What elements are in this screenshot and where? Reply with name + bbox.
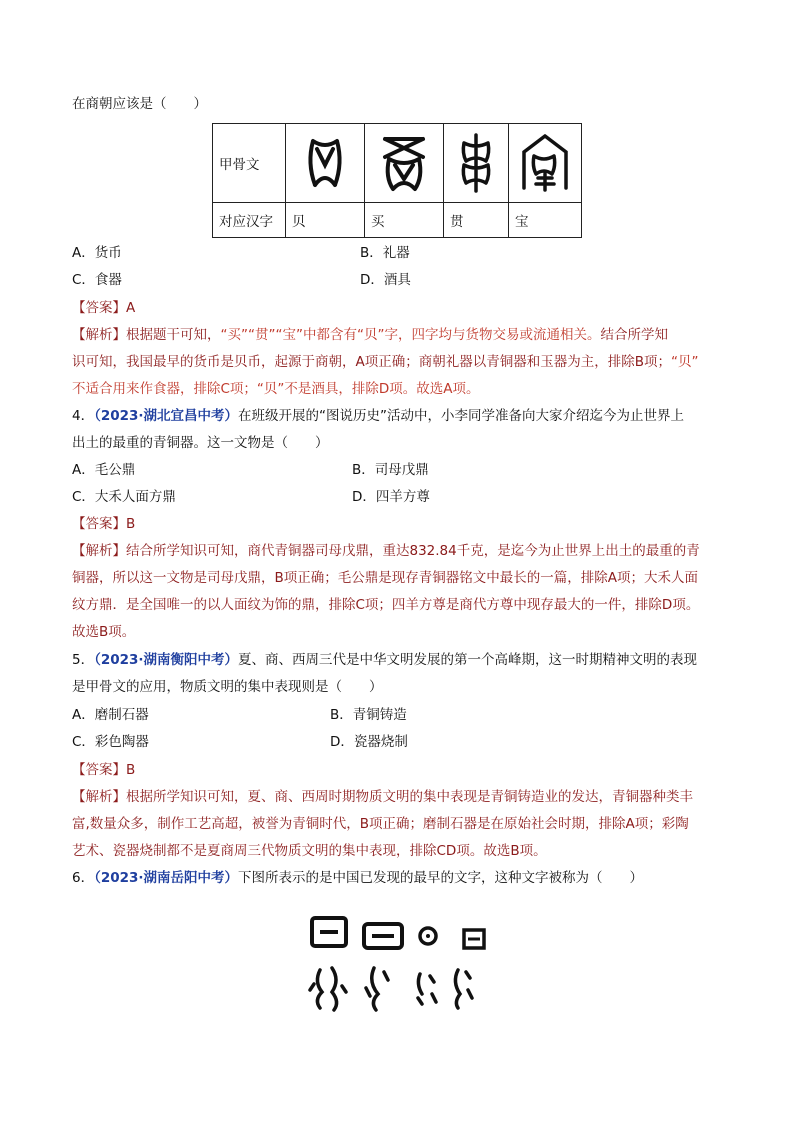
q5-stem-line-1: 5．（2023·湖南衡阳中考）夏、商、西周三代是中华文明发展的第一个高峰期，这一时期精神文明的表现 [72,652,698,668]
q3-answer: 【答案】A [72,300,136,316]
q4-option-b: B．司母戊鼎 [352,462,429,478]
q3-option-d: D．酒具 [360,272,411,288]
oracle-glyph-bei [286,124,365,203]
table-header-chinese: 对应汉字 [213,203,286,238]
q5-option-d: D．瓷器烧制 [330,734,408,750]
oracle-glyph-bao [509,124,582,203]
q5-analysis-line-1: 【解析】根据所学知识可知，夏、商、西周时期物质文明的集中表现是青铜铸造业的发达，青铜器种类丰 [72,789,693,805]
q3-option-a: A．货币 [72,245,122,261]
q4-stem-line-1: 4．（2023·湖北宜昌中考）在班级开展的“图说历史”活动中，小李同学准备向大家介绍迄今为止世界上 [72,408,685,424]
oracle-bone-table [212,123,582,238]
q3-option-b: B．礼器 [360,245,410,261]
q5-analysis-line-2: 富,数量众多，制作工艺高超，被誉为青铜时代，B项正确；磨制石器是在原始社会时期，排除A项；彩陶 [72,816,689,832]
q6-stem: 6．（2023·湖南岳阳中考）下图所表示的是中国已发现的最早的文字，这种文字被称为（ ） [72,870,644,886]
q3-analysis-line-2: 识可知，我国最早的货币是贝币，起源于商朝，A项正确；商朝礼器以青铜器和玉器为主，排除B项；“贝” [72,354,699,370]
q4-answer: 【答案】B [72,516,136,532]
q5-analysis-line-3: 艺术、瓷器烧制都不是夏商周三代物质文明的集中表现，排除CD项。故选B项。 [72,843,547,859]
table-cell-guan: 贯 [444,203,509,238]
oracle-glyph-guan [444,124,509,203]
q3-stem-tail: 在商朝应该是（ ） [72,96,207,112]
q5-option-b: B．青铜铸造 [330,707,407,723]
q4-analysis-line-3: 纹方鼎．是全国唯一的以人面纹为饰的鼎，排除C项；四羊方尊是商代方尊中现存最大的一件，排除D项。 [72,597,700,613]
q4-analysis-line-1: 【解析】结合所学知识可知，商代青铜器司母戊鼎，重达832.84千克，是迄今为止世界上出土的最重的青 [72,543,700,559]
q4-option-d: D．四羊方尊 [352,489,430,505]
table-cell-bao: 宝 [509,203,582,238]
q5-option-c: C．彩色陶器 [72,734,149,750]
q5-answer: 【答案】B [72,762,136,778]
q4-analysis-line-2: 铜器，所以这一文物是司母戊鼎，B项正确；毛公鼎是现存青铜器铭文中最长的一篇，排除A项；大禾人面 [72,570,698,586]
q5-option-a: A．磨制石器 [72,707,149,723]
q4-option-a: A．毛公鼎 [72,462,136,478]
table-cell-mai: 买 [365,203,444,238]
q4-stem-line-2: 出土的最重的青铜器。这一文物是（ ） [72,435,329,451]
q3-analysis-line-1: 【解析】根据题干可知，“买”“贯”“宝”中都含有“贝”字，四字均与货物交易或流通相关。结合所学知 [72,327,668,343]
q3-analysis-line-3: 不适合用来作食器，排除C项；“贝”不是酒具，排除D项。故选A项。 [72,381,480,397]
oracle-glyph-mai [365,124,444,203]
oracle-bone-script-image [300,910,500,1020]
q4-analysis-line-4: 故选B项。 [72,624,136,640]
q3-option-c: C．食器 [72,272,122,288]
table-header-oracle: 甲骨文 [213,124,286,203]
q4-option-c: C．大禾人面方鼎 [72,489,176,505]
q5-stem-line-2: 是甲骨文的应用，物质文明的集中表现则是（ ） [72,679,383,695]
table-cell-bei: 贝 [286,203,365,238]
